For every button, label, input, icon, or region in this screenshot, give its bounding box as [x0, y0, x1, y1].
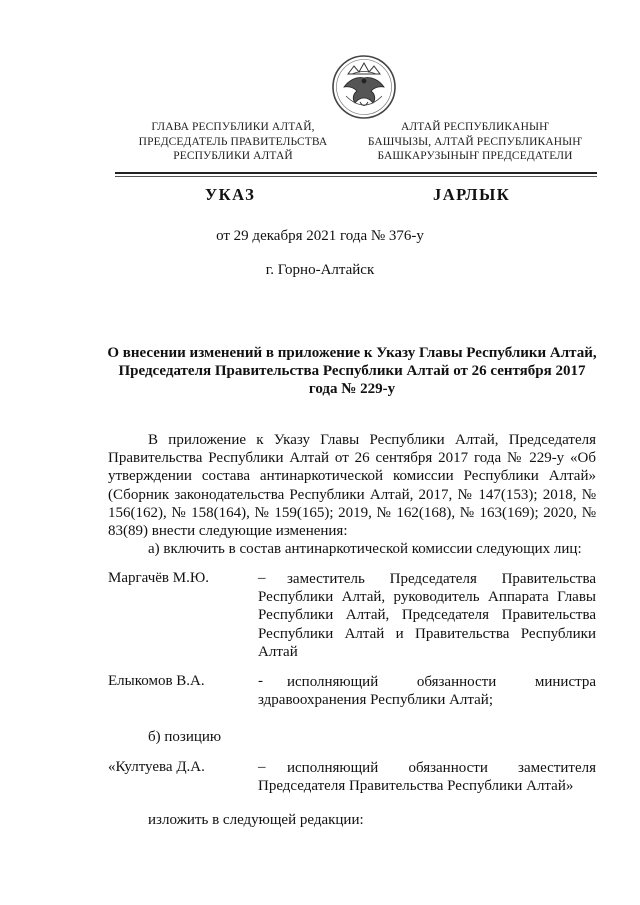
body-paragraph: В приложение к Указу Главы Республики Алтай, Председателя Правительства Республики Алтай от 26 сентября 2017 года № 229-у «Об утверждении состава антинаркотической комиссии Республики Алтай» (Сборник законодательства Республики Алтай, 2017, № 147(153); 2018, № 156(162), № 158(164), № 159(165); 2019, № 162(168), № 163(169); 2020, № 83(89) внести следующие изменения: — [108, 432, 596, 540]
entry-text: заместитель Председателя Правительства Республики Алтай, руководитель Аппарата Главы Республики Алтай, Председателя Правительства Республики Алтай и Правительства Республики Алтай — [258, 571, 596, 660]
entry-name: Маргачёв М.Ю. — [108, 570, 209, 586]
header-left-line: ПРЕДСЕДАТЕЛЬ ПРАВИТЕЛЬСТВА — [138, 135, 328, 148]
header-right-line: БАШКАРУЗЫНЫҤ ПРЕДСЕДАТЕЛИ — [377, 150, 573, 162]
body-paragraph-a: а) включить в состав антинаркотической комиссии следующих лиц: — [148, 541, 582, 557]
entry-text: исполняющий обязанности заместителя Председателя Правительства Республики Алтай» — [258, 760, 596, 795]
entry-name: Елыкомов В.А. — [108, 673, 205, 689]
doc-title: О внесении изменений в приложение к Указу Главы Республики Алтай, Председателя Правительства Республики Алтай от 26 сентября 2017 года № 229-у — [107, 345, 597, 397]
header-divider-thin — [115, 176, 597, 177]
position-label: б) позицию — [148, 729, 222, 745]
closing-line: изложить в следующей редакции: — [148, 812, 364, 828]
coat-of-arms-icon — [331, 54, 397, 120]
entry-dash: - — [258, 673, 263, 689]
entry-dash: – — [258, 759, 266, 775]
header-right — [355, 120, 595, 164]
header-right-line: АЛТАЙ РЕСПУБЛИКАНЫҤ — [401, 121, 549, 133]
doc-city: г. Горно-Алтайск — [265, 262, 375, 278]
doc-date: от 29 декабря 2021 года № 376-у — [216, 228, 424, 244]
entry-dash: – — [258, 570, 266, 586]
header-divider — [115, 172, 597, 174]
header-left — [128, 120, 338, 164]
header-left-line: РЕСПУБЛИКИ АЛТАЙ — [173, 150, 293, 162]
header-left-line: ГЛАВА РЕСПУБЛИКИ АЛТАЙ, — [151, 121, 315, 133]
entry-name: «Култуева Д.А. — [108, 759, 205, 775]
doc-type-left: УКАЗ — [205, 185, 256, 204]
doc-type-right: ЈАРЛЫК — [433, 185, 511, 204]
header-right-line: БАШЧЫЗЫ, АЛТАЙ РЕСПУБЛИКАНЫҤ — [367, 135, 583, 148]
entry-text: исполняющий обязанности министра здравоохранения Республики Алтай; — [258, 674, 596, 709]
